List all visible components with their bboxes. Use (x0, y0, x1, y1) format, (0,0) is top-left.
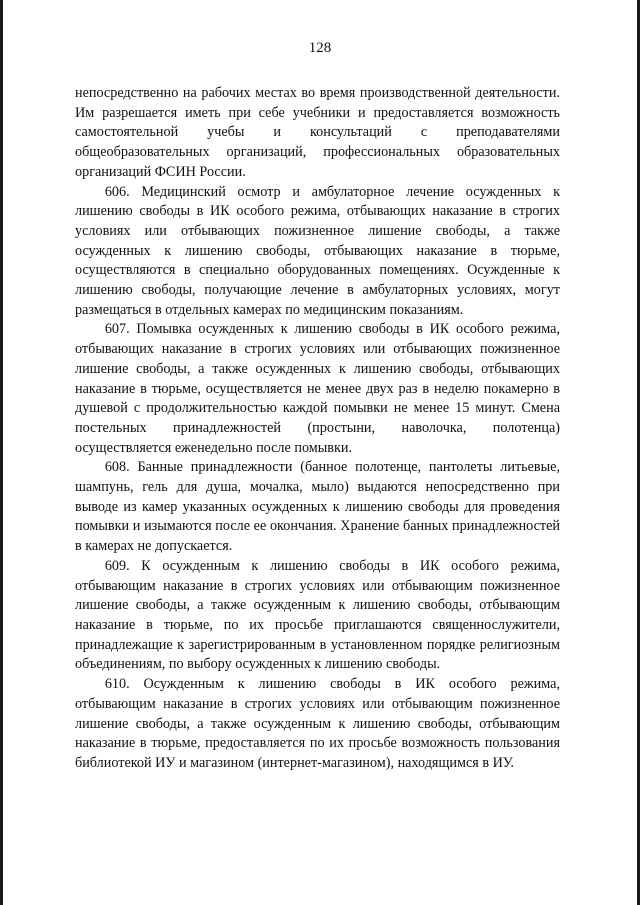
paragraph-607: 607. Помывка осужденных к лишению свободы в ИК особого режима, отбывающих наказание в строгих условиях или отбывающих пожизненное лишение свободы, а также осужденных к лишению свободы, отбывающих наказание в тюрьме, осуществляется не менее двух раз в неделю покамерно в душевой с продолжительностью каждой помывки не менее 15 минут. Смена постельных принадлежностей (простыни, наволочка, полотенца) осуществляется еженедельно после помывки. (75, 321, 560, 456)
page-number: 128 (308, 40, 332, 56)
paragraph-continuation: непосредственно на рабочих местах во время производственной деятельности. Им разрешается иметь при себе учебники и предоставляется возможность самостоятельной учебы и консультаций с преподавателями общеобразовательных организаций, профессиональных образовательных организаций ФСИН России. (75, 85, 560, 180)
paragraph-609: 609. К осужденным к лишению свободы в ИК особого режима, отбывающим наказание в строгих условиях или отбывающим пожизненное лишение свободы, а также осужденным к лишению свободы, отбывающим наказание в тюрьме, по их просьбе приглашаются священнослужители, принадлежащие к зарегистрированным в установленном порядке религиозным объединениям, по выбору осужденных к лишению свободы. (75, 557, 560, 673)
paragraph-610: 610. Осужденным к лишению свободы в ИК особого режима, отбывающим наказание в строгих условиях или отбывающим пожизненное лишение свободы, а также осужденным к лишению свободы, отбывающим наказание в тюрьме, предоставляется по их просьбе возможность пользования библиотекой ИУ и магазином (интернет-магазином), находящимся в ИУ. (75, 676, 560, 771)
scan-border-left (0, 0, 3, 905)
paragraph-606: 606. Медицинский осмотр и амбулаторное лечение осужденных к лишению свободы в ИК особого режима, отбывающих наказание в строгих условиях или отбывающих пожизненное лишение свободы, а также осужденных к лишению свободы, отбывающих наказание в тюрьме, осуществляются в специально оборудованных помещениях. Осужденные к лишению свободы, получающие лечение в амбулаторных условиях, могут размещаться в отдельных камерах по медицинским показаниям. (75, 183, 560, 318)
document-body (75, 84, 560, 774)
paragraph-608: 608. Банные принадлежности (банное полотенце, пантолеты литьевые, шампунь, гель для душа, мочалка, мыло) выдаются непосредственно при выводе из камер указанных осужденных к лишению свободы для проведения помывки и изымаются после ее окончания. Хранение банных принадлежностей в камерах не допускается. (75, 459, 560, 555)
